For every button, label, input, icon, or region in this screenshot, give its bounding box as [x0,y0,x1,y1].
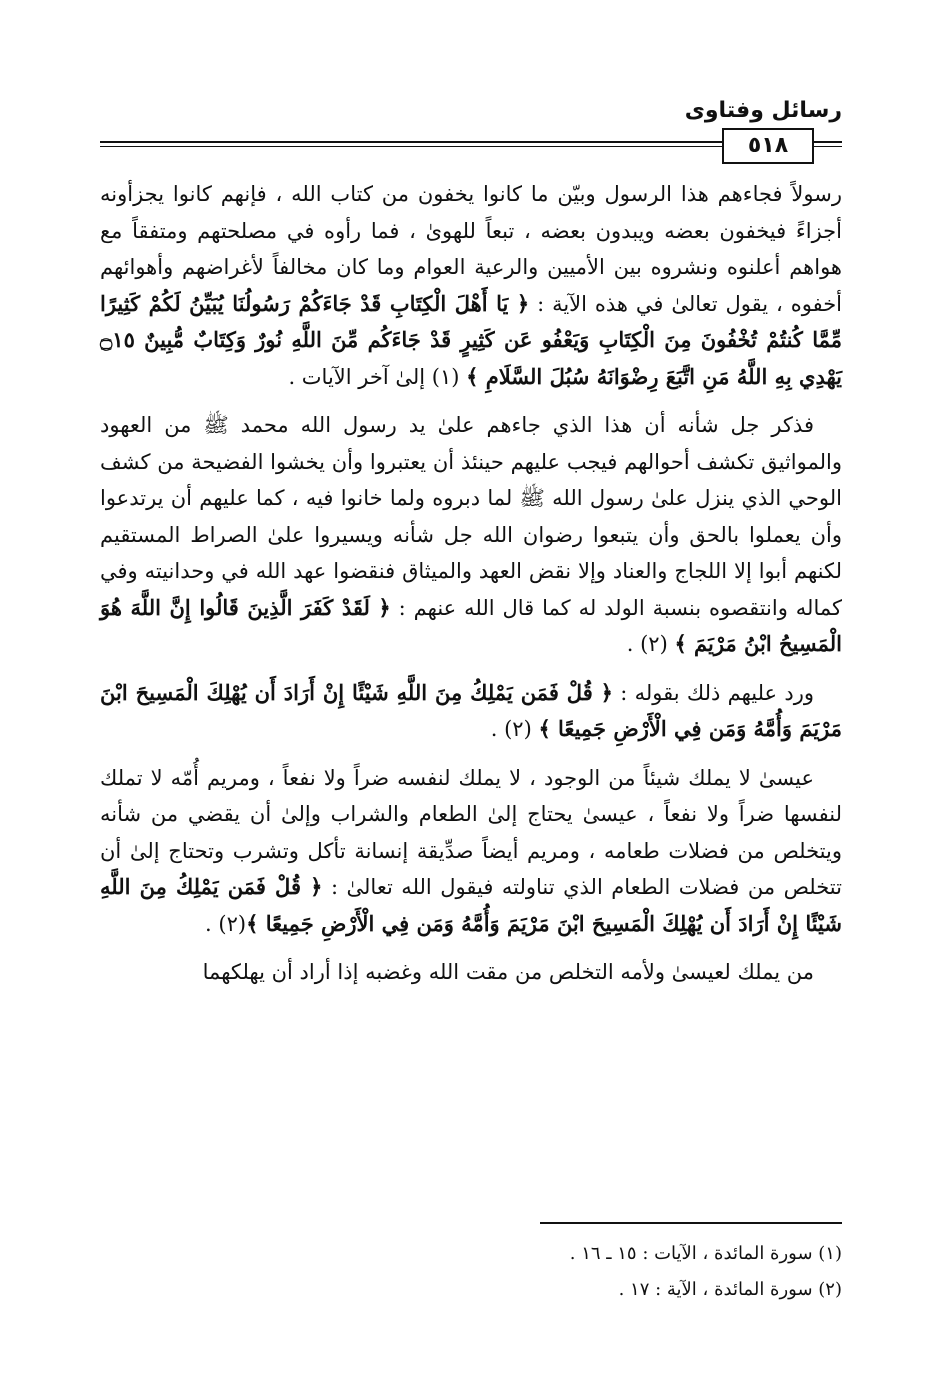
paragraph-1-tail: (١) إلىٰ آخر الآيات . [288,364,467,389]
page-number: ٥١٨ [722,128,814,164]
paragraph-3 [100,675,842,748]
paragraph-5: من يملك لعيسىٰ ولأمه التخلص من مقت الله وغضبه إذا أراد أن يهلكهما [202,960,814,984]
paragraph-4-tail: (٢) . [205,911,247,936]
footnote-rule [540,1222,842,1224]
paragraph-4-text: عيسىٰ لا يملك شيئاً من الوجود ، لا يملك لنفسه ضراً ولا نفعاً ، ومريم أُمّه لا تملك لنفسها ضراً ولا نفعاً ، عيسىٰ يحتاج إلىٰ الطعام والشراب وإلىٰ أن يقضي من شأنه ويتخلص من فضلات طعامه ، ومريم أيضاً صدِّيقة إنسانة تأكل وتشرب وتحتاج إلىٰ أن تتخلص من فضلات الطعام الذي تناولته فيقول الله تعالىٰ : [100,765,842,899]
quran-verse: ﴿ لَقَدْ كَفَرَ الَّذِينَ قَالُوا إِنَّ اللَّهَ هُوَ الْمَسِيحُ ابْنُ مَرْيَمَ ﴾ [100,594,842,656]
footnote-2: (٢) سورة المائدة ، الآية : ١٧ . [618,1279,842,1300]
paragraph-2-tail: (٢) . [626,632,675,656]
paragraph-4 [100,760,842,943]
quran-verse: ﴿ قُلْ فَمَن يَمْلِكُ مِنَ اللَّهِ شَيْئًا إِنْ أَرَادَ أَن يُهْلِكَ الْمَسِيحَ ابْنَ مَرْيَمَ وَأُمَّهُ وَمَن فِي الْأَرْضِ جَمِيعًا ﴾ [100,874,842,936]
running-title: رسائل وفتاوى [684,98,842,123]
paragraph-3-text: ورد عليهم ذلك بقوله : [612,680,815,705]
footnotes [100,1236,842,1308]
paragraph-3-tail: (٢) . [490,717,539,741]
body-text [100,176,842,1003]
paragraph-1 [100,176,842,395]
paragraph-2 [100,407,842,663]
quran-verse: ﴿ قُلْ فَمَن يَمْلِكُ مِنَ اللَّهِ شَيْئًا إِنْ أَرَادَ أَن يُهْلِكَ الْمَسِيحَ ابْنَ مَرْيَمَ وَأُمَّهُ وَمَن فِي الْأَرْضِ جَمِيعًا ﴾ [100,679,842,741]
paragraph-1-text: رسولاً فجاءهم هذا الرسول وبيّن ما كانوا يخفون من كتاب الله ، فإنهم كانوا يجزأونه أجزاءً فيخفون بعضه ويبدون بعضه ، تبعاً للهوىٰ ، فما رأوه في مصلحتهم ومتفقاً مع هواهم أعلنوه ونشروه بين الأميين والرعية العوام وما كان مخالفاً لأغراضهم وأهوائهم أخفوه ، يقول تعالىٰ في هذه الآية : [100,182,843,316]
footnote-1: (١) سورة المائدة ، الآيات : ١٥ ـ ١٦ . [569,1243,842,1264]
paragraph-2-text: فذكر جل شأنه أن هذا الذي جاءهم علىٰ يد رسول الله محمد ﷺ من العهود والمواثيق تكشف أحوالهم فيجب عليهم حينئذ أن يعتبروا وأن يخشوا الفضيحة من كشف الوحي الذي ينزل علىٰ رسول الله ﷺ لما دبروه ولما خانوا فيه ، كما عليهم أن يرتدعوا وأن يعملوا بالحق وأن يتبعوا رضوان الله جل شأنه ويسيروا علىٰ الصراط المستقيم لكنهم أبوا إلا اللجاج والعناد وإلا نقض العهد والميثاق فنقضوا عهد الله في وحدانيته وفي كماله وانتقصوه بنسبة الولد له كما قال الله عنهم : [100,413,842,620]
quran-verse: ﴿ يَا أَهْلَ الْكِتَابِ قَدْ جَاءَكُمْ رَسُولُنَا يُبَيِّنُ لَكُمْ كَثِيرًا مِّمَّا كُنتُمْ تُخْفُونَ مِنَ الْكِتَابِ وَيَعْفُو عَن كَثِيرٍ قَدْ جَاءَكُم مِّنَ اللَّهِ نُورٌ وَكِتَابٌ مُّبِينٌ ۝١٥ يَهْدِي بِهِ اللَّهُ مَنِ اتَّبَعَ رِضْوَانَهُ سُبُلَ السَّلَامِ ﴾ [100,290,842,389]
